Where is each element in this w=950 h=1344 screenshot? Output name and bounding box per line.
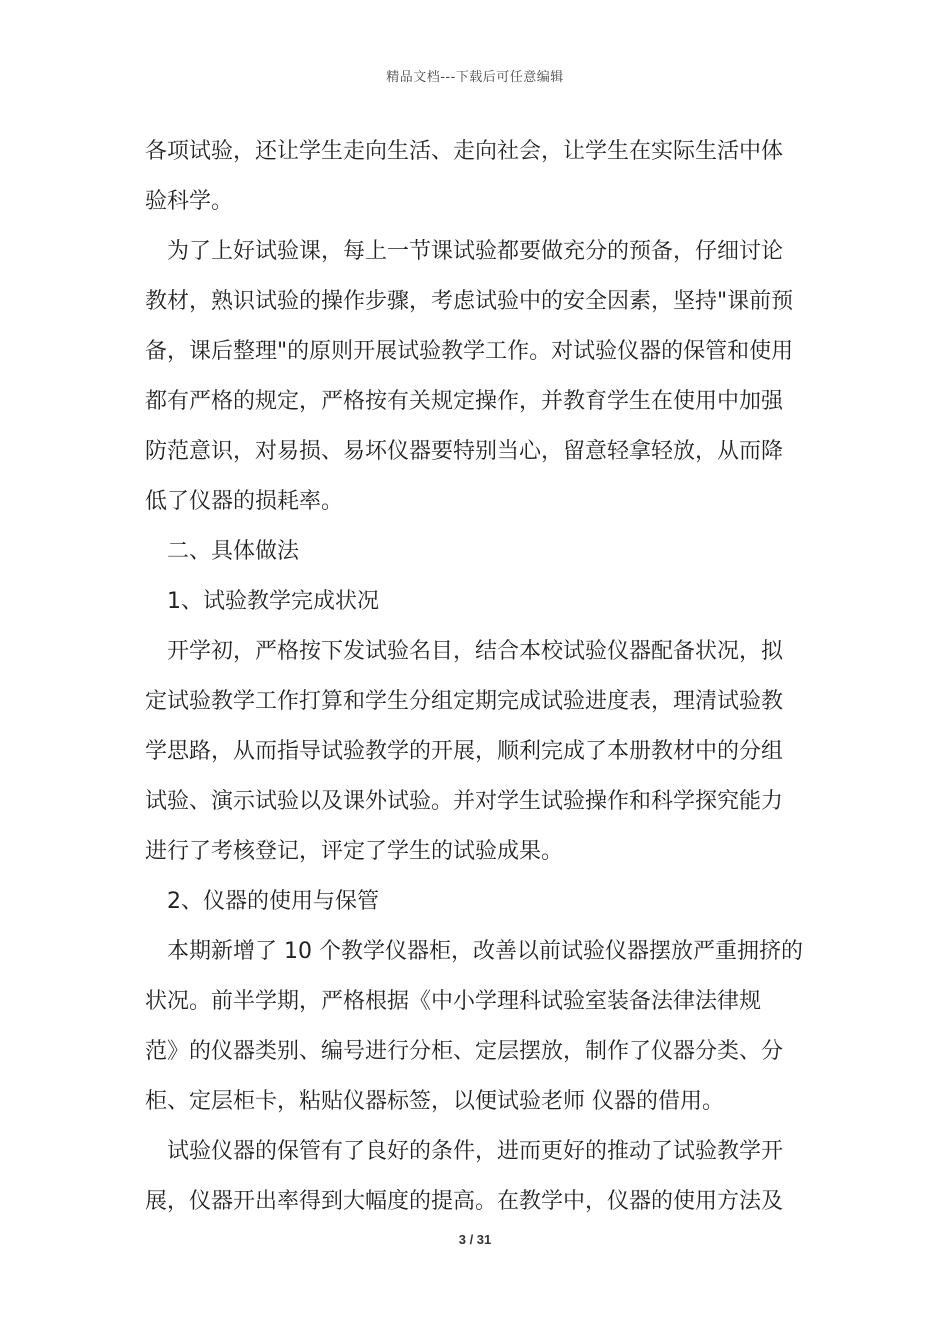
text-line: 开学初，严格按下发试验名目，结合本校试验仪器配备状况，拟 xyxy=(167,639,784,664)
paragraph xyxy=(145,1127,809,1227)
text-line: 备，课后整理"的原则开展试验教学工作。对试验仪器的保管和使用 xyxy=(145,339,794,364)
text-line: 各项试验，还让学生走向生活、走向社会，让学生在实际生活中体 xyxy=(145,139,784,164)
paragraph xyxy=(145,927,809,1127)
text-line: 为了上好试验课，每上一节课试验都要做充分的预备，仔细讨论 xyxy=(167,239,784,264)
text-line: 状况。前半学期，严格根据《中小学理科试验室装备法律法律规 xyxy=(145,989,762,1014)
paragraph xyxy=(145,227,809,527)
paragraph xyxy=(145,627,809,877)
text-line: 本期新增了 10 个教学仪器柜，改善以前试验仪器摆放严重拥挤的 xyxy=(167,939,803,964)
text-line: 都有严格的规定，严格按有关规定操作，并教育学生在使用中加强 xyxy=(145,389,784,414)
page-header: 精品文档---下载后可任意编辑 xyxy=(386,70,564,85)
text-line: 定试验教学工作打算和学生分组定期完成试验进度表，理清试验教 xyxy=(145,689,784,714)
text-line: 展，仪器开出率得到大幅度的提高。在教学中，仪器的使用方法及 xyxy=(145,1189,784,1214)
text-line: 防范意识，对易损、易坏仪器要特别当心，留意轻拿轻放，从而降 xyxy=(145,439,784,464)
document-body xyxy=(145,127,809,1227)
text-line: 柜、定层柜卡，粘贴仪器标签，以便试验老师 仪器的借用。 xyxy=(145,1089,724,1114)
text-line: 试验仪器的保管有了良好的条件，进而更好的推动了试验教学开 xyxy=(167,1139,784,1164)
text-line: 教材，熟识试验的操作步骤，考虑试验中的安全因素，坚持"课前预 xyxy=(145,289,794,314)
text-line: 验科学。 xyxy=(145,189,234,214)
subsection-heading xyxy=(145,877,809,927)
text-line: 二、具体做法 xyxy=(167,539,300,564)
text-line: 低了仪器的损耗率。 xyxy=(145,489,344,514)
text-line: 进行了考核登记，评定了学生的试验成果。 xyxy=(145,839,564,864)
paragraph xyxy=(145,127,809,227)
text-line: 范》的仪器类别、编号进行分柜、定层摆放，制作了仪器分类、分 xyxy=(145,1039,784,1064)
subsection-heading xyxy=(145,577,809,627)
text-line: 学思路，从而指导试验教学的开展，顺利完成了本册教材中的分组 xyxy=(145,739,784,764)
section-heading xyxy=(145,527,809,577)
text-line: 2、仪器的使用与保管 xyxy=(167,889,379,914)
text-line: 试验、演示试验以及课外试验。并对学生试验操作和科学探究能力 xyxy=(145,789,784,814)
page-number: 3 / 31 xyxy=(458,1232,492,1247)
text-line: 1、试验教学完成状况 xyxy=(167,589,379,614)
